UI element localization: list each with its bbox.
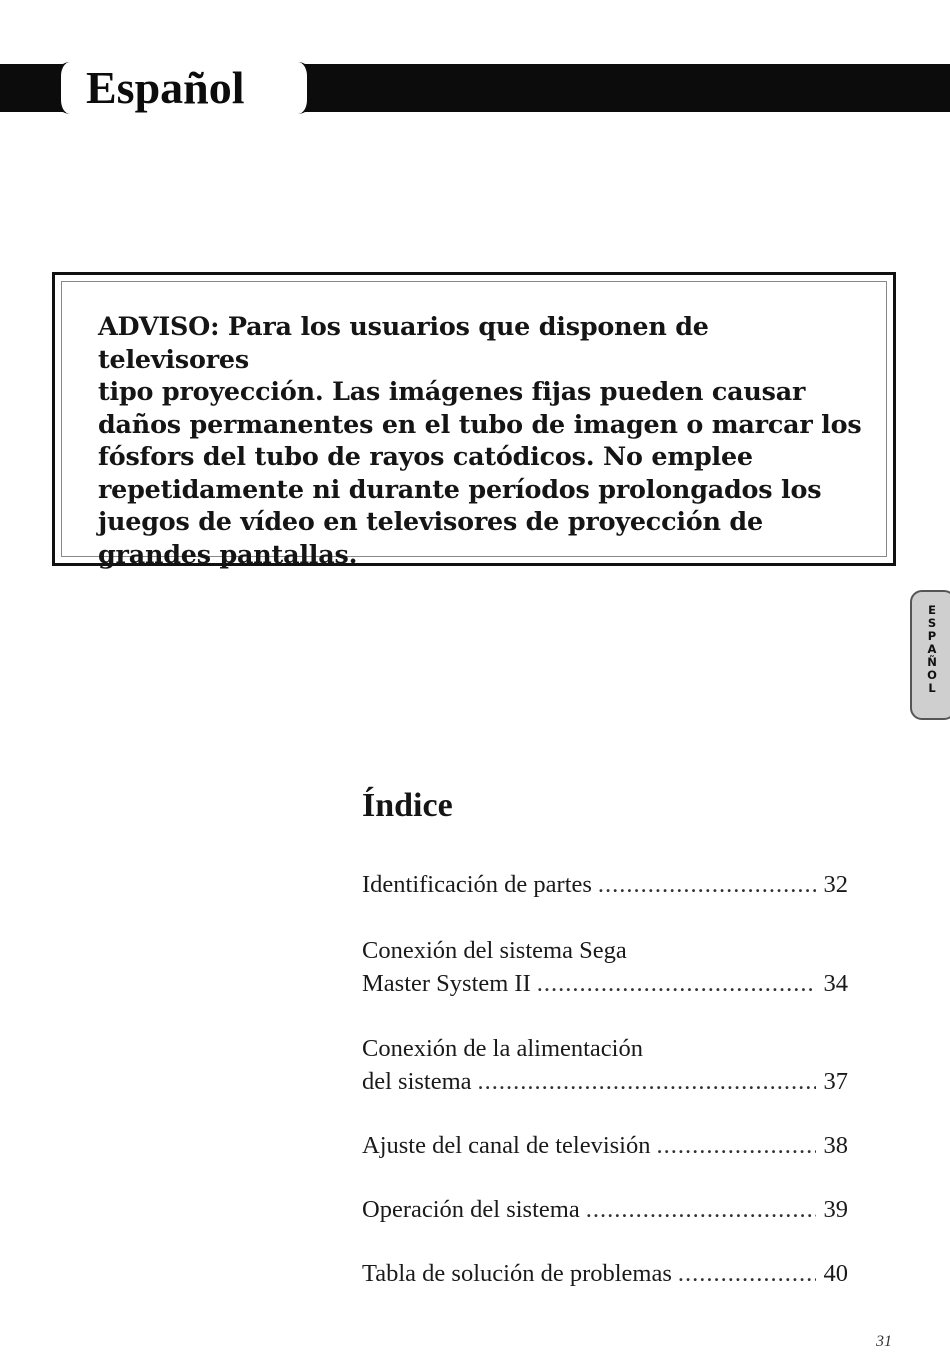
side-tab-label: E S P A Ñ O L: [927, 603, 937, 695]
toc-entry-line1: Conexión de la alimentación: [362, 1035, 643, 1062]
warning-text: [98, 310, 868, 570]
toc-entry-page: 34: [823, 970, 848, 997]
warning-line: juegos de vídeo en televisores de proyección de: [98, 506, 763, 536]
toc-leader-dots: [678, 1257, 816, 1290]
page-number: 31: [876, 1333, 892, 1350]
toc-entry-label: Master System II: [362, 970, 531, 997]
toc-entry-page: 32: [823, 871, 848, 898]
toc-entry-page: 39: [823, 1196, 848, 1223]
toc-entry: [362, 1257, 848, 1290]
warning-line: daños permanentes en el tubo de imagen o marcar los: [98, 408, 862, 439]
toc-leader-dots: [598, 868, 816, 901]
toc-entry: [362, 1129, 848, 1162]
warning-line: grandes pantallas.: [98, 538, 358, 569]
toc-entry-page: 38: [823, 1132, 848, 1159]
toc-leader-dots: [656, 1129, 815, 1162]
toc-entry-page: 37: [823, 1068, 848, 1095]
toc-entry-label: Operación del sistema: [362, 1196, 580, 1223]
toc-entry: [362, 868, 848, 901]
warning-line: repetidamente ni durante períodos prolongados los: [98, 473, 822, 504]
toc-entry-line1: Conexión del sistema Sega: [362, 937, 627, 964]
toc-entry-label: Ajuste del canal de televisión: [362, 1132, 651, 1159]
toc-leader-dots: [586, 1193, 816, 1226]
toc-entry-page: 40: [823, 1260, 848, 1287]
toc-entry: [362, 1032, 848, 1098]
toc-leader-dots: [537, 967, 816, 1000]
toc-entry-label: Identificación de partes: [362, 871, 592, 898]
index-title: Índice: [362, 787, 453, 824]
header-bar-right: [298, 64, 950, 112]
toc-entry-label: del sistema: [362, 1068, 472, 1095]
warning-line: fósfors del tubo de rayos catódicos. No emplee: [98, 441, 753, 471]
toc-entry: [362, 934, 848, 1000]
section-title: Español: [86, 62, 245, 113]
toc-entry-label: Tabla de solución de problemas: [362, 1260, 672, 1287]
warning-line: ADVISO: Para los usuarios que disponen de televisores: [98, 311, 709, 374]
language-side-tab: [910, 590, 950, 720]
toc-entry: [362, 1193, 848, 1226]
warning-line: tipo proyección. Las imágenes fijas pueden causar: [98, 376, 806, 406]
toc-leader-dots: [478, 1065, 816, 1098]
